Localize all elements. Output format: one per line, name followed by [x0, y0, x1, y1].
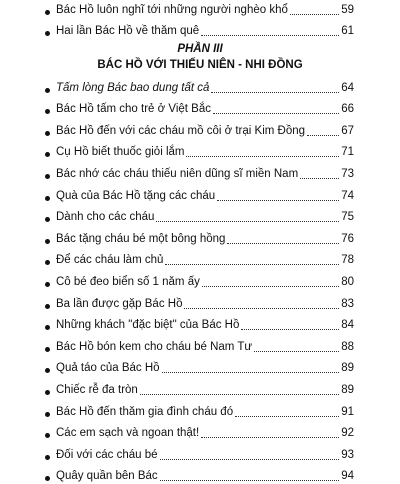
bullet-icon	[45, 282, 50, 287]
toc-entry-page: 89	[341, 362, 354, 375]
toc-entry-title: Bác Hồ luôn nghĩ tới những người nghèo khổ	[56, 3, 288, 16]
toc-entry[interactable]	[56, 247, 354, 269]
toc-entry-page: 64	[341, 81, 354, 94]
bullet-icon	[45, 109, 50, 114]
toc-entry-title: Cô bé đeo biển số 1 năm ấy	[56, 275, 200, 288]
bullet-icon	[45, 260, 50, 265]
toc-entry[interactable]	[56, 117, 354, 139]
dot-leader	[201, 35, 339, 36]
dot-leader	[241, 329, 339, 330]
toc-entry[interactable]	[56, 139, 354, 161]
toc-entry[interactable]	[56, 268, 354, 290]
toc-entry-page: 59	[341, 3, 354, 16]
toc-entry-page: 78	[341, 254, 354, 267]
toc-entry-page: 89	[341, 383, 354, 396]
dot-leader	[140, 394, 339, 395]
toc-entry-title: Bác nhớ các cháu thiếu niên dũng sĩ miền Nam	[56, 167, 299, 180]
toc-entry-page: 92	[341, 427, 354, 440]
toc-entry-title: Các em sạch và ngoan thật!	[56, 427, 200, 440]
toc-entry-title: Hai lần Bác Hồ về thăm quê	[56, 25, 200, 38]
toc-entry-page: 76	[341, 232, 354, 245]
toc-entry[interactable]	[56, 225, 354, 247]
section-part-heading: PHẦN III	[177, 43, 223, 55]
bullet-icon	[45, 88, 50, 93]
bullet-icon	[45, 31, 50, 36]
toc-entry-page: 61	[341, 25, 354, 38]
bullet-icon	[45, 476, 50, 481]
toc-entry[interactable]	[56, 312, 354, 334]
toc-entry-page: 74	[341, 189, 354, 202]
toc-entry[interactable]	[56, 160, 354, 182]
dot-leader	[211, 92, 339, 93]
toc-entry-page: 93	[341, 448, 354, 461]
toc-entry[interactable]	[56, 355, 354, 377]
toc-entry-page: 88	[341, 340, 354, 353]
toc-entry[interactable]	[56, 182, 354, 204]
dot-leader	[254, 351, 339, 352]
toc-entry[interactable]	[56, 441, 354, 463]
dot-leader	[186, 156, 339, 157]
bullet-icon	[45, 174, 50, 179]
dot-leader	[156, 221, 339, 222]
toc-entry[interactable]	[56, 290, 354, 312]
toc-list-top	[56, 0, 354, 39]
toc-entry[interactable]	[56, 376, 354, 398]
bullet-icon	[45, 433, 50, 438]
toc-entry[interactable]	[56, 96, 354, 118]
toc-entry-page: 91	[341, 405, 354, 418]
section-title: BÁC HỒ VỚI THIẾU NIÊN - NHI ĐỒNG	[97, 59, 303, 71]
toc-entry-title: Quả táo của Bác Hồ	[56, 362, 160, 375]
toc-entry-page: 80	[341, 275, 354, 288]
dot-leader	[227, 243, 339, 244]
bullet-icon	[45, 217, 50, 222]
toc-entry-page: 94	[341, 470, 354, 483]
toc-entry[interactable]	[56, 0, 354, 18]
toc-entry-title: Quây quần bên Bác	[56, 470, 158, 483]
toc-entry-title: Bác Hồ bón kem cho cháu bé Nam Tư	[56, 340, 253, 353]
toc-entry-page: 83	[341, 297, 354, 310]
toc-entry-title: Bác Hồ tấm cho trẻ ở Việt Bắc	[56, 103, 211, 116]
dot-leader	[160, 480, 340, 481]
toc-entry[interactable]	[56, 18, 354, 40]
toc-entry-page: 71	[341, 146, 354, 159]
bullet-icon	[45, 196, 50, 201]
toc-entry-title: Đối với các cháu bé	[56, 448, 158, 461]
toc-entry-title: Bác tặng cháu bé một bông hồng	[56, 232, 226, 245]
toc-entry[interactable]	[56, 398, 354, 420]
toc-entry-title: Để các cháu làm chủ	[56, 254, 164, 267]
bullet-icon	[45, 152, 50, 157]
toc-entry-page: 75	[341, 211, 354, 224]
dot-leader	[162, 372, 340, 373]
dot-leader	[213, 113, 339, 114]
toc-entry-title: Dành cho các cháu	[56, 211, 155, 224]
bullet-icon	[45, 368, 50, 373]
bullet-icon	[45, 455, 50, 460]
toc-entry-page: 67	[341, 124, 354, 137]
bullet-icon	[45, 131, 50, 136]
toc-entry-page: 84	[341, 319, 354, 332]
toc-entry-title: Những khách "đặc biệt" của Bác Hồ	[56, 319, 240, 332]
toc-entry[interactable]	[56, 463, 354, 484]
toc-entry-title: Cụ Hồ biết thuốc giỏi lắm	[56, 146, 185, 159]
dot-leader	[165, 264, 339, 265]
dot-leader	[217, 200, 339, 201]
dot-leader	[290, 14, 339, 15]
toc-entry-title: Bác Hồ đến thăm gia đình cháu đó	[56, 405, 234, 418]
bullet-icon	[45, 347, 50, 352]
dot-leader	[201, 437, 339, 438]
toc-entry[interactable]	[56, 420, 354, 442]
bullet-icon	[45, 412, 50, 417]
dot-leader	[307, 135, 339, 136]
bullet-icon	[45, 325, 50, 330]
toc-entry-title: Ba lần được gặp Bác Hồ	[56, 297, 183, 310]
toc-entry[interactable]	[56, 74, 354, 96]
bullet-icon	[45, 239, 50, 244]
toc-entry-title: Bác Hồ đến với các cháu mồ côi ở trại Kim Đồng	[56, 124, 306, 137]
dot-leader	[300, 178, 339, 179]
bullet-icon	[45, 390, 50, 395]
toc-entry-title: Chiếc rễ đa tròn	[56, 383, 138, 396]
bullet-icon	[45, 10, 50, 15]
dot-leader	[184, 308, 339, 309]
dot-leader	[202, 286, 339, 287]
toc-entry[interactable]	[56, 333, 354, 355]
toc-entry-title: Tấm lòng Bác bao dung tất cả	[56, 81, 210, 94]
toc-list-main	[56, 74, 354, 484]
dot-leader	[160, 459, 340, 460]
toc-entry-page: 66	[341, 103, 354, 116]
bullet-icon	[45, 304, 50, 309]
toc-entry-title: Quà của Bác Hồ tặng các cháu	[56, 189, 216, 202]
toc-entry-page: 73	[341, 167, 354, 180]
toc-entry[interactable]	[56, 204, 354, 226]
dot-leader	[235, 416, 339, 417]
